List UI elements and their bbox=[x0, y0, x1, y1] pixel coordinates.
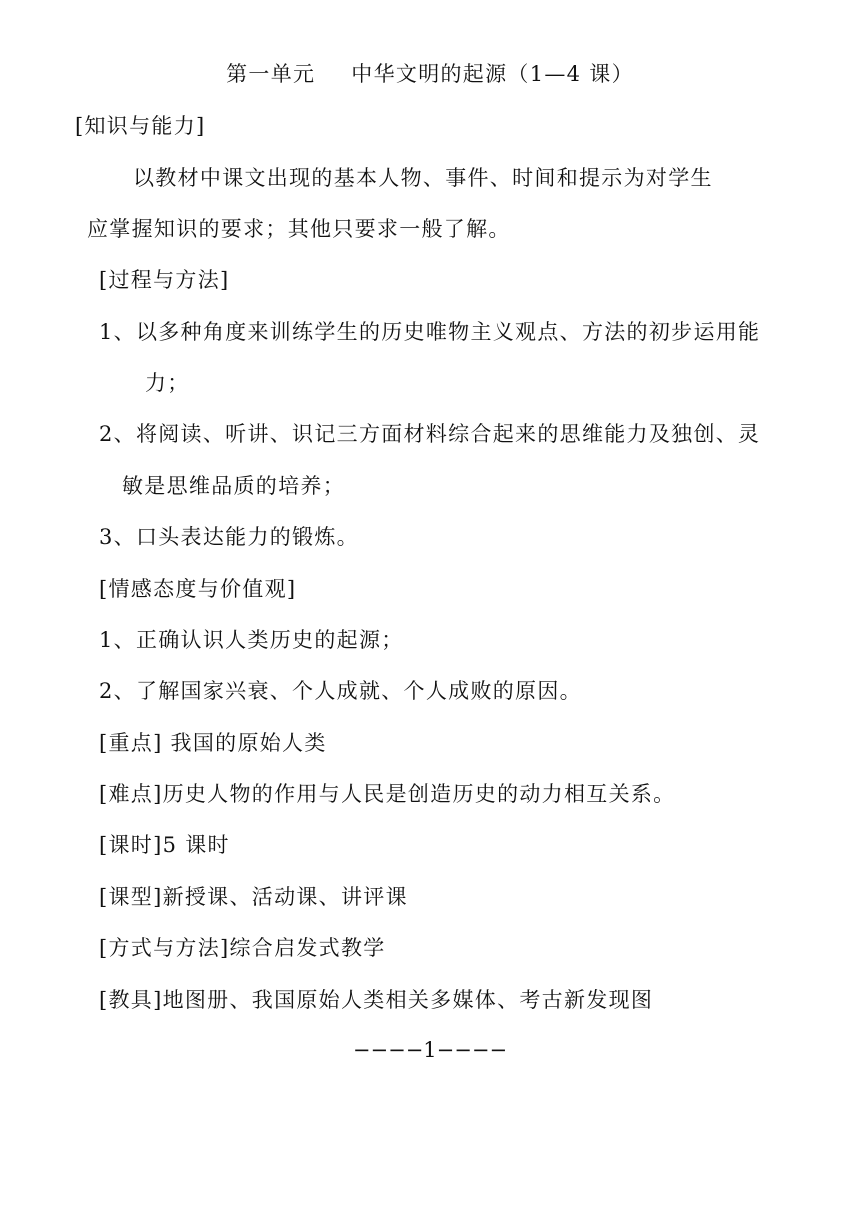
lesson-type: [课型]新授课、活动课、讲评课 bbox=[99, 885, 408, 909]
process-item3: 3、口头表达能力的锻炼。 bbox=[99, 525, 359, 549]
section-heading-values: [情感态度与价值观] bbox=[99, 577, 297, 601]
document-title bbox=[0, 60, 860, 88]
section-heading-process: [过程与方法] bbox=[99, 268, 230, 292]
process-item2-line1: 2、将阅读、听讲、识记三方面材料综合起来的思维能力及独创、灵 bbox=[99, 422, 761, 446]
difficulty: [难点]历史人物的作用与人民是创造历史的动力相互关系。 bbox=[99, 782, 676, 806]
process-item2-line2: 敏是思维品质的培养； bbox=[122, 474, 345, 498]
process-item1-line1: 1、以多种角度来训练学生的历史唯物主义观点、方法的初步运用能 bbox=[99, 320, 761, 344]
values-item2: 2、了解国家兴衰、个人成就、个人成败的原因。 bbox=[99, 679, 582, 703]
values-item1: 1、正确认识人类历史的起源； bbox=[99, 628, 404, 652]
key-point: [重点] 我国的原始人类 bbox=[99, 731, 327, 755]
knowledge-text-line1: 以教材中课文出现的基本人物、事件、时间和提示为对学生 bbox=[133, 166, 713, 190]
knowledge-text-line2: 应掌握知识的要求；其他只要求一般了解。 bbox=[87, 217, 511, 241]
page-number: −−−−1−−−− bbox=[352, 1038, 508, 1062]
process-item1-line2: 力； bbox=[145, 371, 190, 395]
unit-label: 第一单元 bbox=[226, 62, 316, 86]
teaching-method: [方式与方法]综合启发式教学 bbox=[99, 936, 386, 960]
section-heading-knowledge: [知识与能力] bbox=[75, 114, 206, 138]
lesson-hours: [课时]5 课时 bbox=[99, 833, 230, 857]
unit-name: 中华文明的起源（1—4 课） bbox=[351, 62, 634, 86]
teaching-tools: [教具]地图册、我国原始人类相关多媒体、考古新发现图 bbox=[99, 988, 654, 1012]
